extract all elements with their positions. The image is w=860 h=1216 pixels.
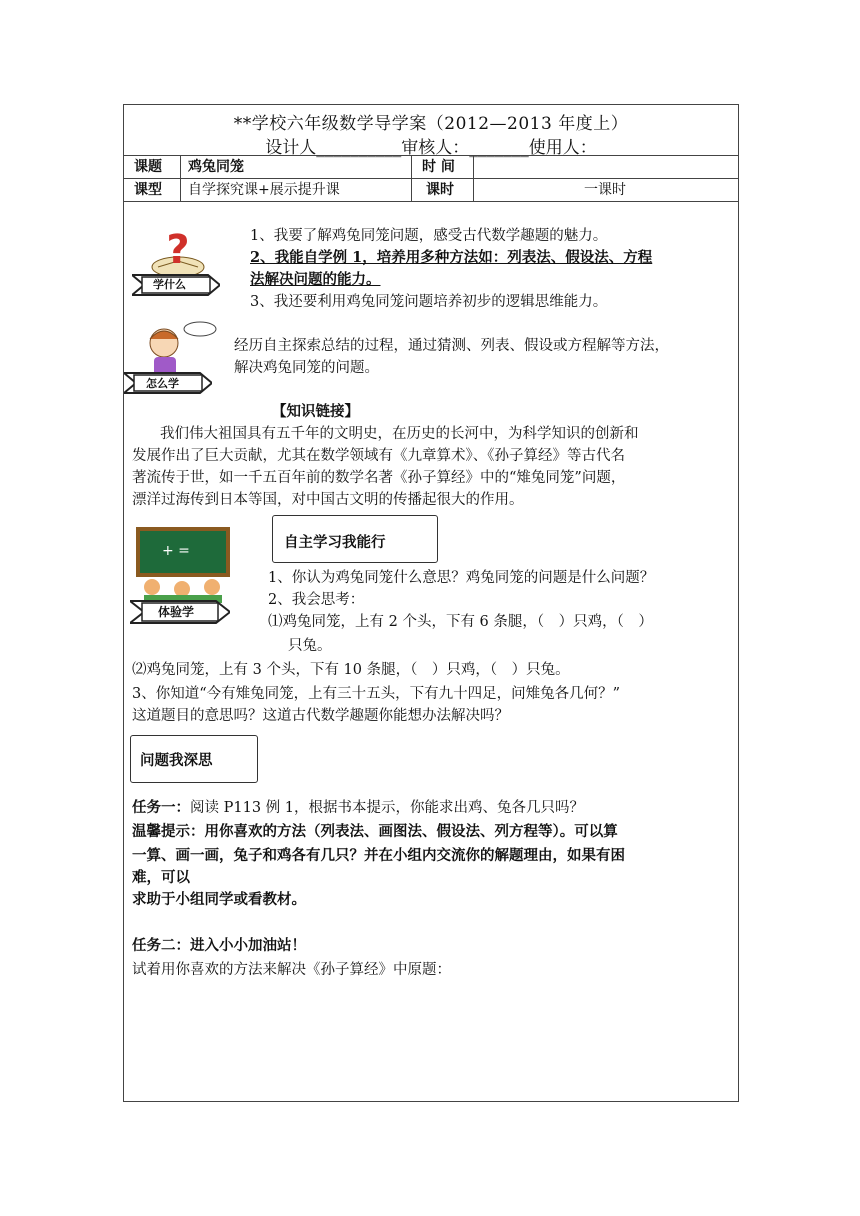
hint-line-4: 求助于小组同学或看教材。 (132, 891, 306, 908)
learn-what-label: 学什么 (153, 278, 186, 291)
type-value: 自学探究课+展示提升课 (188, 182, 340, 198)
divider (180, 155, 181, 201)
goal-2b: 法解决问题的能力。 (250, 271, 381, 288)
self-study-q3b: 这道题目的意思吗？这道古代数学趣题你能想办法解决吗？ (132, 708, 509, 724)
task-2-text: 试着用你喜欢的方法来解决《孙子算经》中原题： (132, 962, 451, 978)
type-label: 课型 (134, 182, 162, 198)
deep-think-title: 问题我深思 (140, 752, 213, 769)
task-2: 任务二：进入小小加油站！ (132, 937, 306, 954)
knowledge-p3: 著流传于世，如一千五百年前的数学名著《孙子算经》中的“雉兔同笼”问题， (132, 470, 626, 486)
hint-line-2: 一算、画一画，兔子和鸡各有几只？并在小组内交流你的解题理由，如果有困 (132, 847, 625, 864)
svg-text:+ =: + = (162, 543, 190, 559)
period-label: 课时 (426, 182, 454, 198)
worksheet-frame (123, 104, 739, 1102)
classroom-icon (132, 525, 234, 605)
self-study-q1: 1、你认为鸡兔同笼什么意思？鸡兔同笼的问题是什么问题？ (268, 570, 655, 586)
period-value: 一课时 (584, 182, 626, 198)
knowledge-p2: 发展作出了巨大贡献，尤其在数学领域有《九章算术》、《孙子算经》等古代名 (132, 448, 625, 464)
knowledge-p1: 我们伟大祖国具有五千年的文明史，在历史的长河中，为科学知识的创新和 (160, 426, 639, 442)
experience-label: 体验学 (158, 605, 195, 619)
knowledge-heading: 【知识链接】 (272, 403, 359, 420)
svg-text:?: ? (166, 227, 190, 273)
goal-3: 3、我还要利用鸡兔同笼问题培养初步的逻辑思维能力。 (250, 294, 608, 310)
goal-1: 1、我要了解鸡兔同笼问题，感受古代数学趣题的魅力。 (250, 228, 608, 244)
designer-line: 设计人__________审核人：_______使用人： (265, 138, 597, 158)
task-1 (132, 797, 584, 819)
divider (124, 201, 738, 202)
self-study-q2: 2、我会思考： (268, 592, 365, 608)
topic-value: 鸡兔同笼 (188, 159, 244, 175)
method-line-2: 解决鸡兔同笼的问题。 (234, 360, 379, 376)
self-study-q2b: ⑵鸡兔同笼，上有 3 个头，下有 10 条腿，（ ）只鸡，（ ）只兔。 (132, 662, 570, 678)
task-1-label: 任务一： (132, 799, 190, 816)
time-label: 时 间 (422, 159, 455, 175)
self-study-title: 自主学习我能行 (284, 534, 386, 551)
hint-line-3: 难，可以 (132, 869, 190, 886)
self-study-q3a: 3、你知道“今有雉兔同笼，上有三十五头，下有九十四足，问雉兔各几何？” (132, 686, 621, 702)
how-learn-label: 怎么学 (146, 377, 179, 390)
topic-label: 课题 (134, 159, 162, 175)
method-line-1: 经历自主探索总结的过程，通过猜测、列表、假设或方程解等方法， (234, 338, 669, 354)
divider (473, 155, 474, 201)
self-study-q2a-1: ⑴鸡兔同笼，上有 2 个头，下有 6 条腿，（ ）只鸡，（ ） (268, 614, 653, 630)
self-study-q2a-2: 只兔。 (288, 638, 332, 654)
worksheet-title: **学校六年级数学导学案（2012—2013 年度上） (233, 114, 629, 134)
knowledge-p4: 漂洋过海传到日本等国，对中国古文明的传播起很大的作用。 (132, 492, 524, 508)
goal-2a: 2、我能自学例 1，培养用多种方法如：列表法、假设法、方程 (250, 249, 653, 266)
task-1-text: 阅读 P113 例 1，根据书本提示，你能求出鸡、兔各几只吗？ (190, 800, 584, 816)
hint-line-1: 温馨提示：用你喜欢的方法（列表法、画图法、假设法、列方程等）。可以算 (132, 823, 618, 840)
divider (411, 155, 412, 201)
